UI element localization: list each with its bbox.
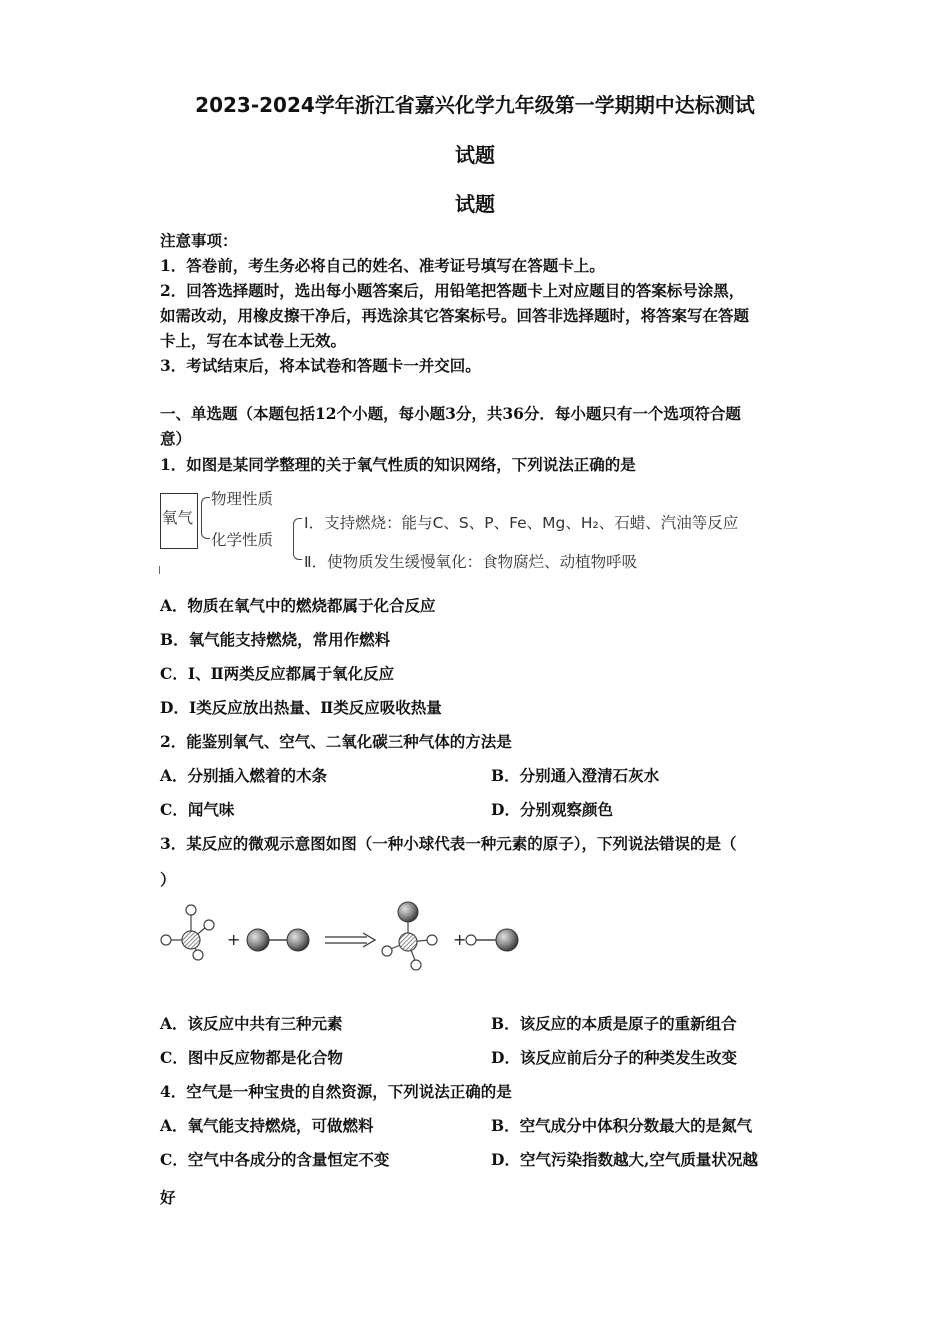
q4-option-c[interactable]: C．空气中各成分的含量恒定不变 (160, 1150, 390, 1169)
page-subtitle: 试题 (455, 192, 495, 216)
q1-option-a[interactable]: A．物质在氧气中的燃烧都属于化合反应 (160, 596, 436, 615)
notice-item-3: 3．考试结束后，将本试卷和答题卡一并交回。 (160, 356, 481, 375)
question-2-stem: 2．能鉴别氧气、空气、二氧化碳三种气体的方法是 (160, 732, 512, 751)
q4-option-d-continued: 好 (160, 1188, 176, 1207)
q3-option-a[interactable]: A．该反应中共有三种元素 (160, 1014, 343, 1033)
question-1-stem: 1．如图是某同学整理的关于氧气性质的知识网络，下列说法正确的是 (160, 455, 636, 474)
diagram-item-1: Ⅰ．支持燃烧：能与C、S、P、Fe、Mg、H₂、石蜡、汽油等反应 (304, 514, 739, 532)
q1-option-d[interactable]: D．Ⅰ类反应放出热量、Ⅱ类反应吸收热量 (160, 698, 442, 717)
diagram-root-label: 氧气 (162, 509, 194, 527)
reactant-molecule-2 (247, 929, 309, 951)
page-title-line2: 试题 (455, 143, 495, 167)
product-molecule-2 (466, 929, 518, 951)
question-3-stem-line2: ） (160, 870, 176, 889)
notice-item-1: 1．答卷前，考生务必将自己的姓名、准考证号填写在答题卡上。 (160, 256, 605, 275)
diagram-item-2: Ⅱ．使物质发生缓慢氧化：食物腐烂、动植物呼吸 (304, 553, 638, 571)
reaction-micro-diagram (155, 895, 535, 975)
page-title: 2023-2024学年浙江省嘉兴化学九年级第一学期期中达标测试 (195, 93, 755, 117)
diagram-tick (159, 566, 160, 574)
q2-option-c[interactable]: C．闻气味 (160, 800, 235, 819)
question-4-stem: 4．空气是一种宝贵的自然资源，下列说法正确的是 (160, 1082, 512, 1101)
q2-option-a[interactable]: A．分别插入燃着的木条 (160, 766, 328, 785)
q4-option-a[interactable]: A．氧气能支持燃烧，可做燃料 (160, 1116, 374, 1135)
q4-option-b[interactable]: B．空气成分中体积分数最大的是氮气 (491, 1116, 753, 1135)
reactant-molecule-1 (161, 905, 214, 960)
section-heading-line2: 意） (160, 429, 192, 448)
q2-option-d[interactable]: D．分别观察颜色 (491, 800, 613, 819)
notice-item-2-line1: 2．回答选择题时，选出每小题答案后，用铅笔把答题卡上对应题目的答案标号涂黑， (160, 281, 745, 300)
section-heading: 一、单选题（本题包括12个小题，每小题3分，共36分．每小题只有一个选项符合题 (160, 404, 741, 423)
question-3-stem: 3．某反应的微观示意图如图（一种小球代表一种元素的原子），下列说法错误的是（ (160, 834, 737, 853)
q4-option-d[interactable]: D．空气污染指数越大,空气质量状况越 (491, 1150, 758, 1169)
diagram-brace-2 (293, 518, 302, 560)
notice-heading: 注意事项： (160, 231, 238, 250)
q3-option-b[interactable]: B．该反应的本质是原子的重新组合 (491, 1014, 737, 1033)
diagram-chemical: 化学性质 (211, 531, 274, 549)
notice-item-2-line2: 如需改动，用橡皮擦干净后，再选涂其它答案标号。回答非选择题时，将答案写在答题 (160, 306, 750, 325)
product-molecule-1 (382, 902, 437, 970)
q2-option-b[interactable]: B．分别通入澄清石灰水 (491, 766, 660, 785)
plus-sign-2: + (453, 930, 467, 949)
q3-option-c[interactable]: C．图中反应物都是化合物 (160, 1048, 343, 1067)
diagram-physical: 物理性质 (211, 490, 274, 508)
notice-item-2-line3: 卡上，写在本试卷上无效。 (160, 331, 347, 350)
q3-option-d[interactable]: D．该反应前后分子的种类发生改变 (491, 1048, 737, 1067)
reaction-arrow (325, 933, 375, 947)
diagram-brace-1 (201, 497, 210, 539)
q1-option-c[interactable]: C．Ⅰ、Ⅱ两类反应都属于氧化反应 (160, 664, 395, 683)
q1-option-b[interactable]: B．氧气能支持燃烧，常用作燃料 (160, 630, 391, 649)
plus-sign-1: + (227, 930, 241, 949)
